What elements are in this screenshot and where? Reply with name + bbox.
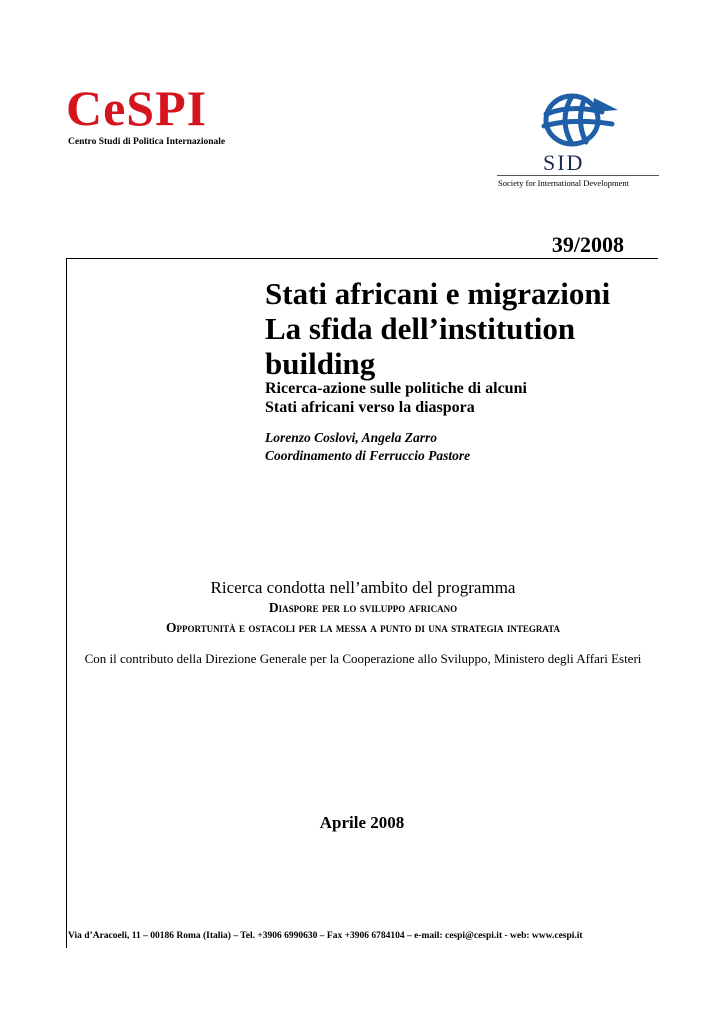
sid-subtitle: Society for International Development [498, 178, 629, 188]
publication-date: Aprile 2008 [319, 813, 405, 832]
subtitle-line-1: Ricerca-azione sulle politiche di alcuni [265, 380, 527, 397]
title-line-3: building [265, 346, 376, 381]
sid-logo: SID [543, 150, 585, 175]
title-line-1: Stati africani e migrazioni [265, 276, 611, 311]
left-divider [66, 258, 67, 948]
title-line-2: La sfida dell’institution [265, 311, 576, 346]
cespi-logo: CeSPI [66, 80, 208, 136]
issue-number: 39/2008 [551, 232, 624, 257]
contribution-note: Con il contributo della Direzione Generale per la Cooperazione allo Sviluppo, Ministero degli Affari Esteri [84, 651, 642, 666]
footer-contacts: Via d’Aracoeli, 11 – 00186 Roma (Italia) – Tel. +3906 6990630 – Fax +3906 6784104 – e-mail: cespi@cespi.it - web: www.cespi.it [68, 931, 583, 941]
authors [265, 429, 645, 465]
program-intro: Ricerca condotta nell’ambito del programma [210, 578, 516, 597]
sid-divider [497, 175, 659, 176]
program-name-line-2: Opportunità e ostacoli per la messa a punto di una strategia integrata [165, 620, 561, 635]
authors-line-2: Coordinamento di Ferruccio Pastore [265, 448, 471, 463]
document-title [265, 276, 645, 381]
top-divider [66, 258, 658, 259]
cespi-subtitle: Centro Studi di Politica Internazionale [68, 137, 226, 147]
program-block [68, 577, 658, 668]
program-name-line-1: Diaspore per lo sviluppo africano [268, 600, 458, 615]
authors-line-1: Lorenzo Coslovi, Angela Zarro [265, 430, 438, 445]
sid-globe-icon [532, 90, 622, 155]
subtitle-line-2: Stati africani verso la diaspora [265, 399, 475, 416]
document-subtitle [265, 379, 645, 417]
